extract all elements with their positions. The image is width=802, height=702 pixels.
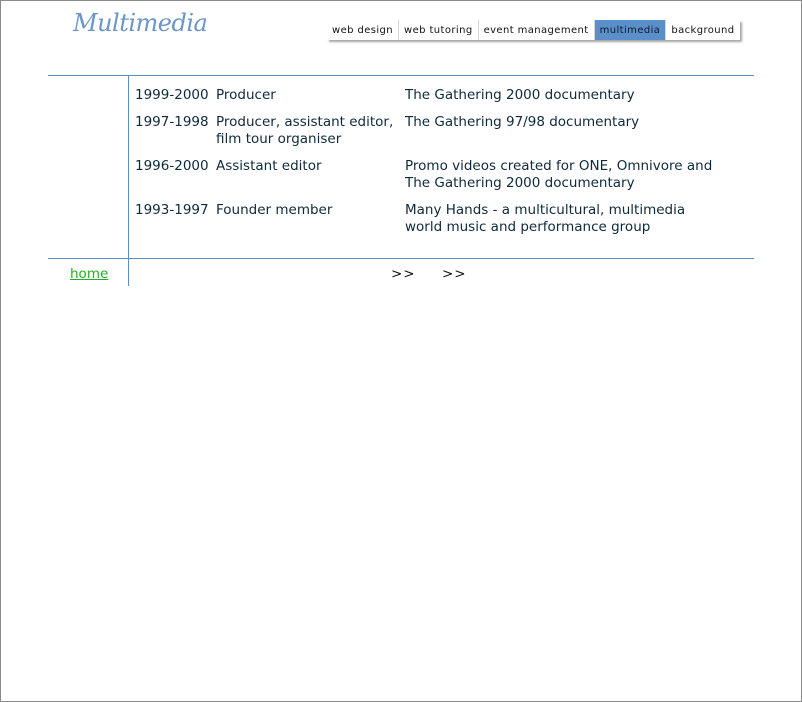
main-nav (327, 20, 740, 40)
entry-years: 1993-1997 (135, 202, 209, 218)
list-item (135, 158, 745, 202)
site-logo: Multimedia (73, 9, 208, 37)
entry-role: Producer, assistant editor, film tour organiser (216, 114, 394, 147)
entry-years: 1999-2000 (135, 87, 209, 103)
nav-item-web-tutoring[interactable]: web tutoring (399, 20, 479, 40)
left-column-divider (128, 75, 129, 286)
entries-list (135, 87, 745, 246)
nav-item-event-management[interactable]: event management (479, 20, 595, 40)
list-item (135, 202, 745, 246)
bottom-divider (48, 258, 754, 259)
nav-item-web-design[interactable]: web design (327, 20, 399, 40)
entry-years: 1996-2000 (135, 158, 209, 174)
entry-role: Assistant editor (216, 158, 322, 174)
entry-role: Founder member (216, 202, 333, 218)
list-item (135, 87, 745, 114)
home-link[interactable]: home (70, 266, 109, 282)
prev-page-link[interactable]: >> (391, 266, 416, 282)
entry-description: The Gathering 97/98 documentary (405, 114, 640, 130)
entry-description: Many Hands - a multicultural, multimedia world music and performance group (405, 202, 686, 235)
top-divider (48, 75, 754, 76)
entry-description: Promo videos created for ONE, Omnivore and The Gathering 2000 documentary (405, 158, 713, 191)
nav-item-multimedia[interactable]: multimedia (595, 20, 667, 40)
entry-description: The Gathering 2000 documentary (405, 87, 635, 103)
entry-years: 1997-1998 (135, 114, 209, 130)
next-page-link[interactable]: >> (442, 266, 467, 282)
entry-role: Producer (216, 87, 276, 103)
list-item (135, 114, 745, 158)
nav-item-background[interactable]: background (671, 24, 735, 36)
